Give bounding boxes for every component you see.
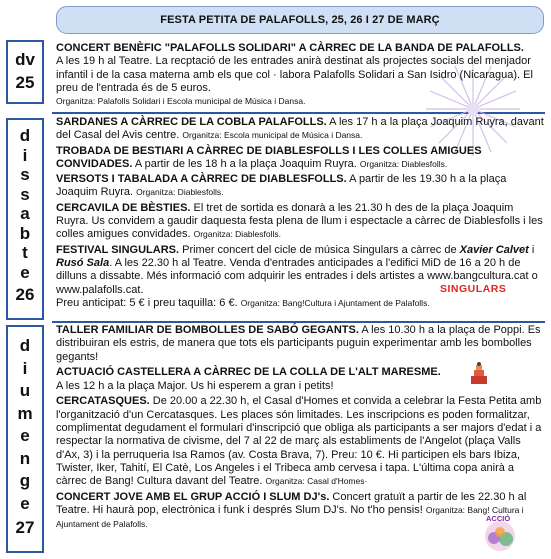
- event-organizer: Organitza: Bang!Cultura i Ajuntament de Palafolls.: [240, 297, 430, 308]
- day-letter: s: [20, 184, 30, 204]
- event-organizer: Organitza: Diablesfolls.: [136, 187, 224, 198]
- event-title: VERSOTS I TABALADA A CÀRREC DE DIABLESFOLLS.: [56, 173, 347, 186]
- day-letter: d: [19, 126, 31, 145]
- artist-name: Rusó Sala: [56, 256, 110, 269]
- singulars-logo: SINGULARS: [440, 283, 507, 295]
- event-body: A les 10.30 h a la plaça de Poppi. Es distribuiran els estris, de manera que tots els participants puguin experimentar amb les bombolles gegants!: [56, 324, 541, 363]
- day-letter: g: [19, 471, 31, 490]
- event-organizer: Organitza: Palafolls Solidari i Escola municipal de Música i Dansa.: [56, 96, 306, 107]
- event-organizer: Organitza: Escola municipal de Música i Dansa.: [182, 130, 363, 141]
- event-singulars: [56, 244, 544, 310]
- event-body: A les 17 h a la plaça Joaquim Ruyra, davant del Casal del Avis centre.: [56, 116, 544, 142]
- event-title: CERCATASQUES.: [56, 395, 150, 408]
- event-cercavila: [56, 202, 544, 242]
- event-title: ACTUACIÓ CASTELLERA A CÀRREC DE LA COLLA DE L'ALT MARESME.: [56, 366, 441, 379]
- event-title: TALLER FAMILIAR DE BOMBOLLES DE SABÓ GEGANTS.: [56, 324, 359, 336]
- event-title: FESTIVAL SINGULARS.: [56, 243, 180, 256]
- accio-logo: ACCIÓ: [486, 514, 511, 523]
- day-letter: m: [17, 403, 33, 423]
- event-title: CERCAVILA DE BÈSTIES.: [56, 201, 191, 214]
- day-letter: i: [22, 145, 28, 165]
- event-body: A partir de les 18 h a la plaça Joaquim Ruyra.: [132, 157, 357, 170]
- event-body: De 20.00 a 22.30 h, el Casal d'Homes et convida a celebrar la Festa Petita amb l'organització d'un Cercatasques. Les places són limitades. Les inscripcions es poden formalitzar, complimentat degudament el formulari d'inscripció que obliga als participants a ser majors d'edat i a respectar la normativa de civisme, del 7 al 22 de març als establiments de l'Angelot (plaça Valls d'Ax, 3) i la perruqueria Isa Ramos (av. Costa Brava, 7). Preu: 10 €. Hi participen els bars Ibiza, Twister, Iker, Tahití, El Catè, Los Angeles i el Tribeca amb cervesa i tapa. L'última copa anirà a càrrec de Bang! Cultura davant del Teatre.: [56, 395, 542, 488]
- event-body: Concert gratuït a partir de les 22.30 h al Teatre. Hi haurà pop, electrònica i funk i després Slum DJ's. No t'ho pensis!: [56, 491, 527, 517]
- day-number: 26: [15, 285, 35, 304]
- event-concert-jove: [56, 491, 544, 531]
- day-letter: a: [20, 204, 30, 223]
- day-letter: i: [22, 358, 28, 378]
- event-cercatasques: [56, 395, 544, 488]
- event-bombolles: [56, 324, 544, 364]
- section-divider: [52, 321, 545, 323]
- day-number: 25: [15, 73, 35, 92]
- event-price: Preu anticipat: 5 € i preu taquilla: 6 €.: [56, 296, 238, 309]
- day-letter: b: [19, 223, 31, 243]
- event-title: SARDANES A CÀRREC DE LA COBLA PALAFOLLS.: [56, 116, 327, 128]
- event-title: CONCERT BENÈFIC "PALAFOLLS SOLIDARI" A CÀRREC DE LA BANDA DE PALAFOLLS.: [56, 42, 524, 54]
- page-title: FESTA PETITA DE PALAFOLLS, 25, 26 I 27 DE MARÇ: [56, 6, 544, 34]
- event-body: A les 19 h al Teatre. La recptació de les entrades anirà destinat als projectes socials del menjador infantil i de la casa materna amb els que col · labora Palafolls Solidari a San Isidro (Nicaragua). El preu de l'entrada és de 5 euros.: [56, 55, 533, 94]
- day-letter: e: [20, 493, 30, 513]
- castellers-icon: [468, 362, 490, 386]
- event-body: Primer concert del cicle de música Singulars a càrrec de: [179, 243, 460, 256]
- event-organizer: Organitza: Casal d'Homes·: [265, 476, 368, 487]
- event-body: El tret de sortida es donarà a les 21.30 h des de la plaça Joaquim Ruyra. Us convidem a gaudir daquesta festa plena de llum i espectacle a càrrec de Diablesfolls i les colles amigues convidades.: [56, 201, 543, 241]
- event-organizer: Organitza: Bang! Cultura i Ajuntament de Palafolls.: [56, 505, 524, 529]
- day-letter: e: [20, 426, 30, 445]
- event-versots: [56, 173, 544, 200]
- day-box-sunday: [6, 325, 44, 553]
- day-letter: d: [19, 336, 31, 355]
- friday-events: [56, 42, 544, 110]
- event-organizer: Organitza: Diablesfolls.: [193, 229, 281, 240]
- event-body: . A les 22.30 h al Teatre. Venda d'entrades anticipades a l'edifici MiD de 16 a 20 h de dilluns a dissabte. Més informació com adquirir les entrades i dels artistes a www.bangcultura.cat o www.palafolls.cat.: [56, 256, 538, 296]
- sunday-events: [56, 324, 544, 533]
- day-name: dv: [15, 50, 35, 69]
- day-letter: t: [22, 243, 28, 262]
- event-organizer: Organitza: Diablesfolls.: [359, 158, 448, 169]
- event-sardanes: [56, 116, 544, 143]
- day-letter: n: [19, 448, 31, 468]
- event-bestiari: [56, 145, 544, 172]
- artist-name: Xavier Calvet: [459, 243, 529, 256]
- conjunction: i: [528, 243, 535, 256]
- event-body: A les 12 h a la plaça Major. Us hi esperem a gran i petits!: [56, 379, 334, 392]
- event-concert-benefic: [56, 42, 544, 108]
- day-letter: u: [19, 381, 31, 400]
- day-number: 27: [15, 518, 35, 537]
- day-letter: s: [20, 165, 30, 184]
- event-title: CONCERT JOVE AMB EL GRUP ACCIÓ I SLUM DJ's.: [56, 491, 330, 504]
- day-letter: e: [20, 262, 30, 282]
- event-title: TROBADA DE BESTIARI A CÀRREC DE DIABLESFOLLS I LES COLLES AMIGUES CONVIDADES.: [56, 144, 482, 170]
- day-box-friday: [6, 40, 44, 104]
- event-body: A partir de les 19.30 h a la plaça Joaquim Ruyra.: [56, 173, 507, 199]
- day-box-saturday: [6, 118, 44, 320]
